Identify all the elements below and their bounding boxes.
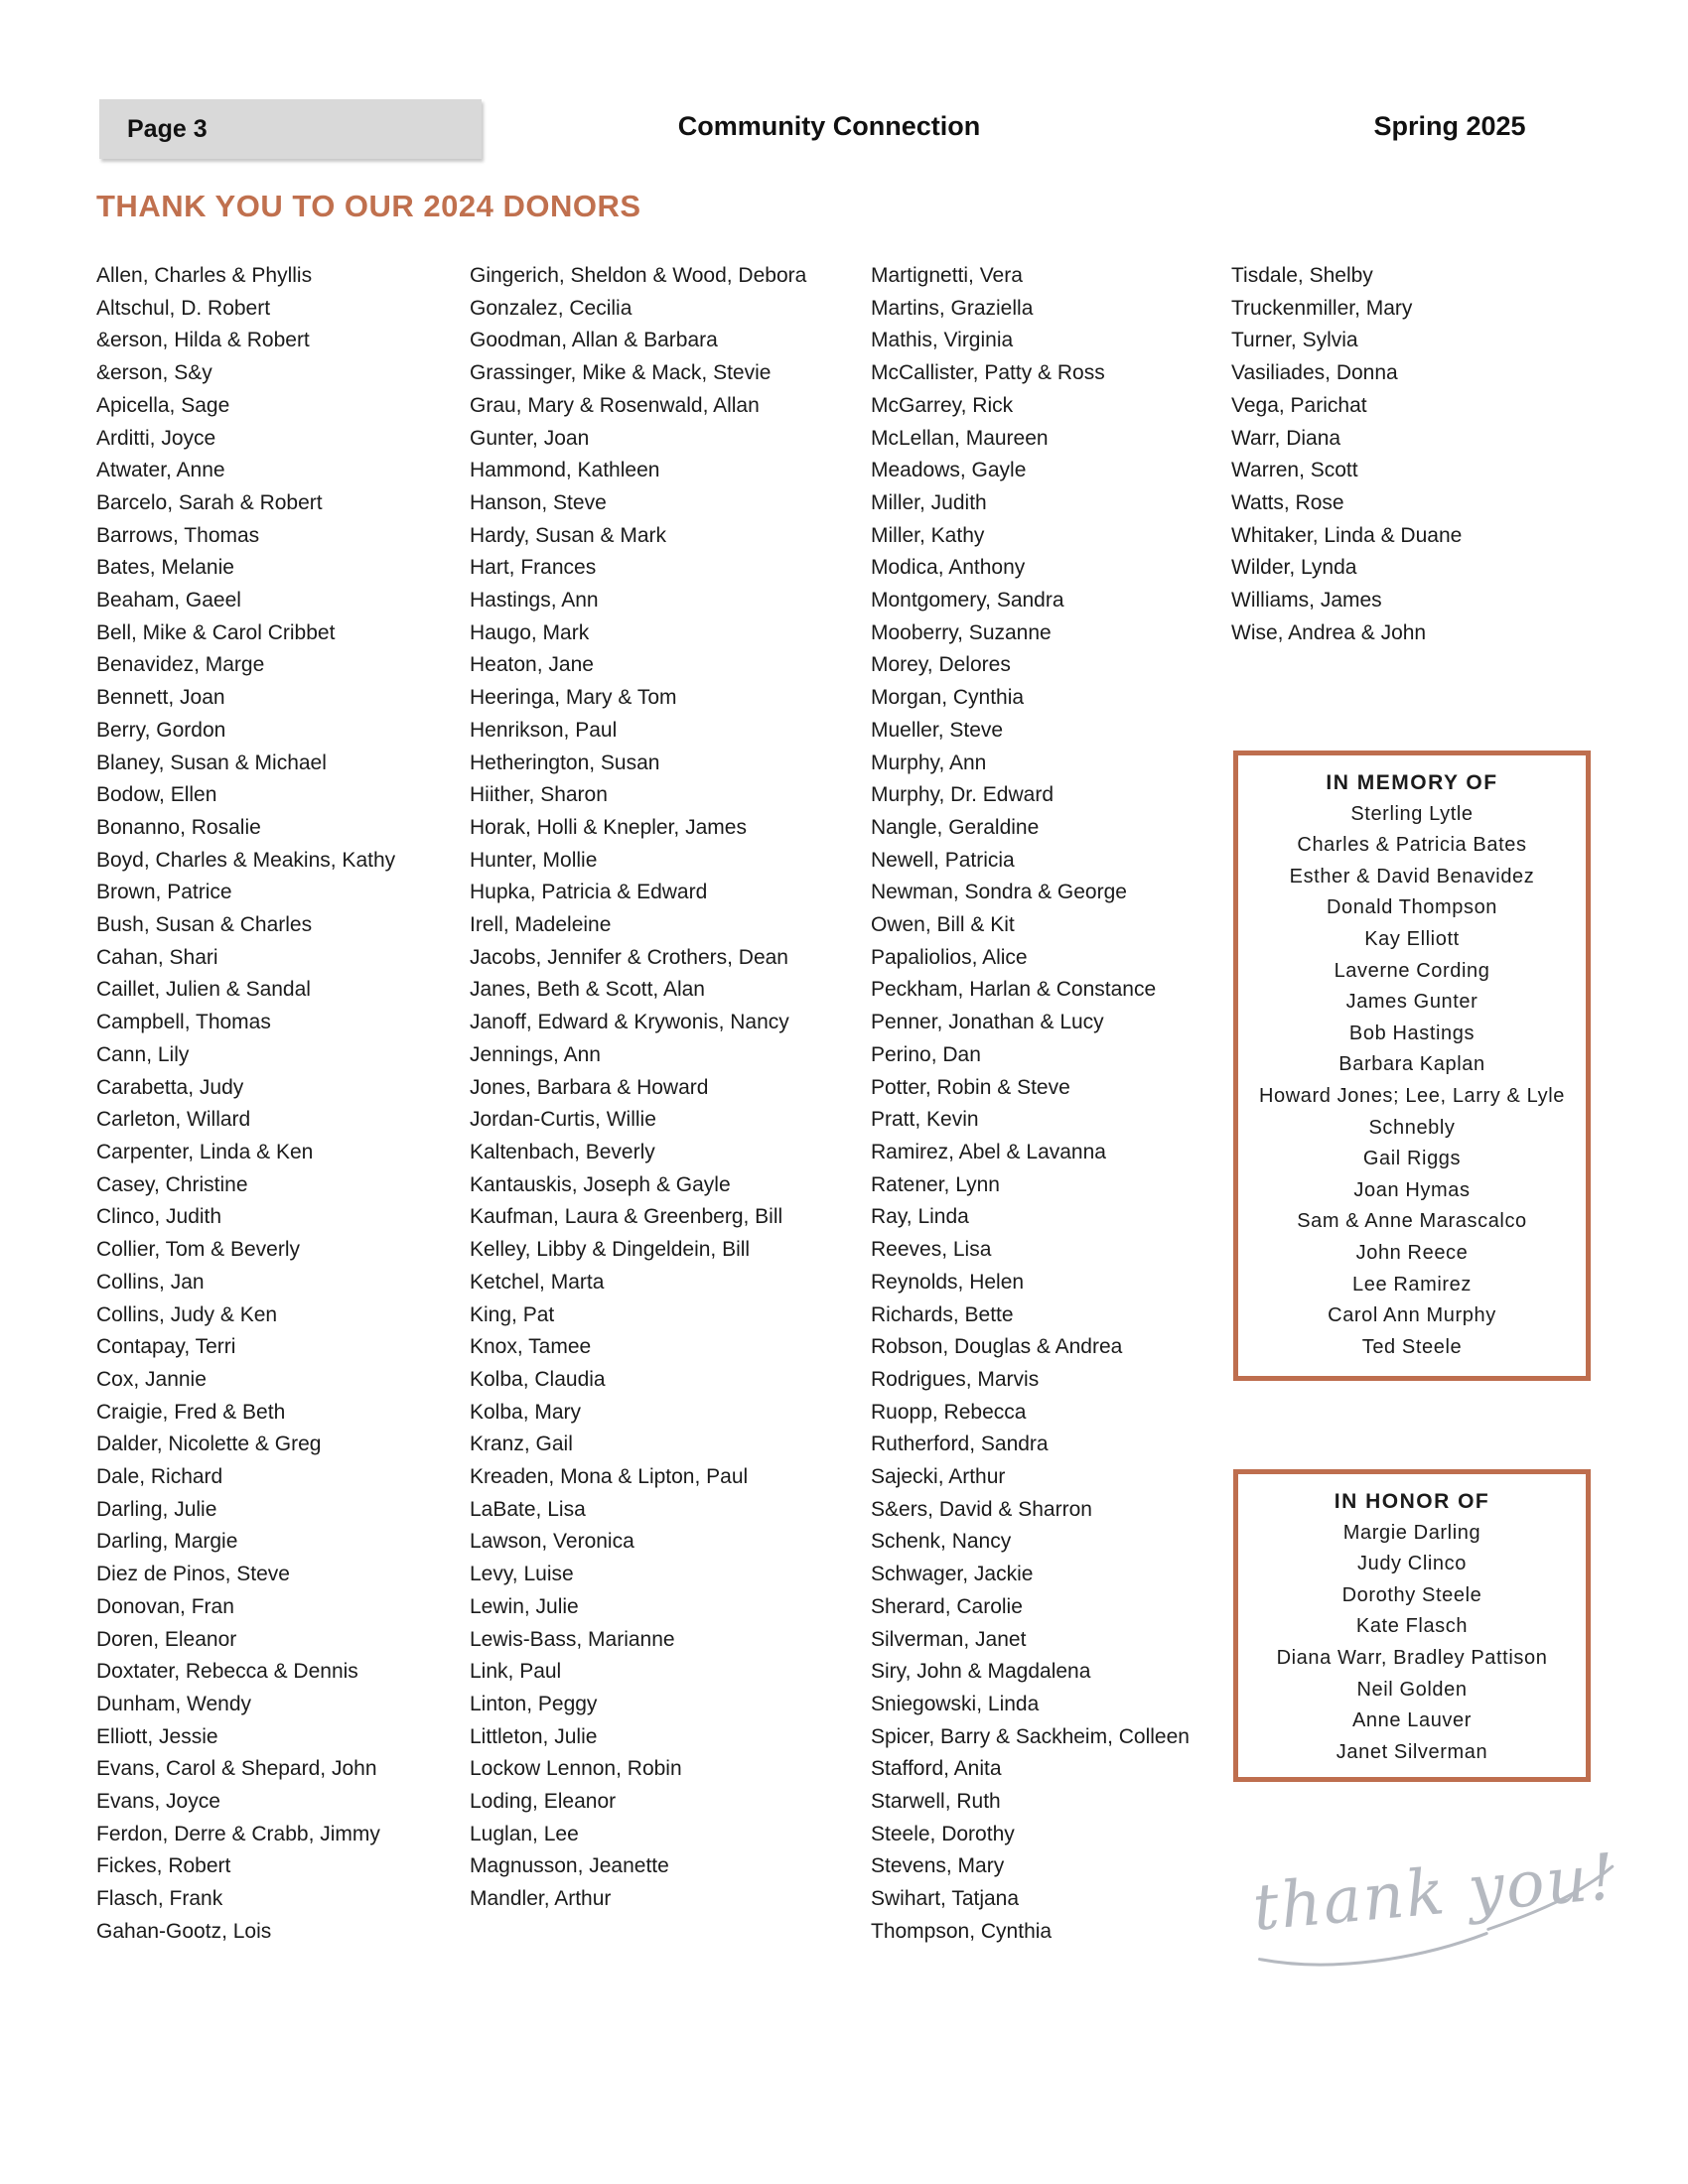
donor-name: Caillet, Julien & Sandal	[96, 978, 311, 1002]
memorial-name: Sterling Lytle	[1350, 802, 1474, 825]
donor-name: Doxtater, Rebecca & Dennis	[96, 1660, 358, 1684]
donor-name: Hart, Frances	[470, 556, 597, 580]
donor-name: Kolba, Mary	[470, 1400, 582, 1424]
donor-name: Grau, Mary & Rosenwald, Allan	[470, 393, 760, 417]
donor-name: Hupka, Patricia & Edward	[470, 881, 708, 904]
honoree-name: Judy Clinco	[1357, 1553, 1467, 1575]
donor-name: Papaliolios, Alice	[871, 945, 1028, 969]
donor-name: Lawson, Veronica	[470, 1530, 634, 1554]
donor-name: McLellan, Maureen	[871, 426, 1049, 450]
donor-name: Doren, Eleanor	[96, 1627, 237, 1651]
donor-name: Carabetta, Judy	[96, 1075, 244, 1099]
donor-name: Evans, Joyce	[96, 1790, 220, 1814]
thank-you-signature	[1236, 1817, 1633, 2005]
donor-name: Thompson, Cynthia	[871, 1919, 1053, 1943]
donor-name: Williams, James	[1231, 589, 1382, 613]
donor-name: Newman, Sondra & George	[871, 881, 1127, 904]
honoree-name: Diana Warr, Bradley Pattison	[1276, 1646, 1548, 1669]
donor-name: Kolba, Claudia	[470, 1367, 606, 1391]
donor-name: Reynolds, Helen	[871, 1270, 1025, 1294]
donor-name: Miller, Kathy	[871, 523, 985, 547]
donor-name: Bodow, Ellen	[96, 783, 217, 807]
donor-name: Donovan, Fran	[96, 1594, 234, 1618]
donor-name: Steele, Dorothy	[871, 1822, 1015, 1845]
donor-name: Cox, Jannie	[96, 1367, 207, 1391]
donor-name: Mueller, Steve	[871, 718, 1004, 742]
donor-name: Gingerich, Sheldon & Wood, Debora	[470, 264, 807, 287]
donor-name: Ray, Linda	[871, 1205, 969, 1229]
donor-name: Cann, Lily	[96, 1042, 190, 1066]
donor-name: S&ers, David & Sharron	[871, 1497, 1092, 1521]
donor-name: Gunter, Joan	[470, 426, 590, 450]
memorial-name: Barbara Kaplan	[1338, 1053, 1485, 1076]
donor-name: &erson, Hilda & Robert	[96, 329, 310, 352]
memorial-name: Schnebly	[1368, 1116, 1456, 1139]
donor-name: Sherard, Carolie	[871, 1594, 1023, 1618]
donor-name: Hunter, Mollie	[470, 848, 598, 872]
honoree-name: Anne Lauver	[1351, 1709, 1473, 1732]
donor-name: Boyd, Charles & Meakins, Kathy	[96, 848, 396, 872]
donor-name: Warr, Diana	[1231, 426, 1341, 450]
donor-name: Bell, Mike & Carol Cribbet	[96, 620, 336, 644]
donor-name: Mooberry, Suzanne	[871, 620, 1052, 644]
donor-name: Clinco, Judith	[96, 1205, 222, 1229]
in-honor-of-box	[1233, 1469, 1591, 1782]
donor-column-1	[96, 260, 464, 1949]
donor-name: Miller, Judith	[871, 490, 987, 514]
donor-name: Mathis, Virginia	[871, 329, 1014, 352]
donor-name: Kaufman, Laura & Greenberg, Bill	[470, 1205, 783, 1229]
donor-name: Loding, Eleanor	[470, 1790, 617, 1814]
donor-name: Newell, Patricia	[871, 848, 1015, 872]
donor-name: Beaham, Gaeel	[96, 589, 241, 613]
in-memory-of-list	[1238, 799, 1586, 1364]
donor-name: Peckham, Harlan & Constance	[871, 978, 1157, 1002]
donor-name: Cahan, Shari	[96, 945, 218, 969]
donor-name: Janoff, Edward & Krywonis, Nancy	[470, 1011, 789, 1034]
memorial-name: Joan Hymas	[1353, 1178, 1471, 1201]
donor-name: Brown, Patrice	[96, 881, 232, 904]
memorial-name: Carol Ann Murphy	[1328, 1304, 1496, 1327]
donor-name: Altschul, D. Robert	[96, 296, 271, 320]
donor-name: Murphy, Ann	[871, 751, 987, 774]
donor-name: Perino, Dan	[871, 1042, 981, 1066]
honoree-name: Kate Flasch	[1355, 1615, 1469, 1638]
donor-name: Vasiliades, Donna	[1231, 361, 1398, 385]
donor-name: Jacobs, Jennifer & Crothers, Dean	[470, 945, 788, 969]
donor-name: King, Pat	[470, 1302, 555, 1326]
donor-name: Ferdon, Derre & Crabb, Jimmy	[96, 1822, 380, 1845]
donor-name: Morey, Delores	[871, 653, 1011, 677]
donor-name: Berry, Gordon	[96, 718, 226, 742]
in-honor-of-list	[1238, 1518, 1586, 1769]
donor-name: Apicella, Sage	[96, 393, 230, 417]
donor-name: Sniegowski, Linda	[871, 1692, 1040, 1715]
donor-name: Kranz, Gail	[470, 1433, 573, 1456]
memorial-name: Ted Steele	[1361, 1335, 1463, 1358]
in-memory-of-box	[1233, 751, 1591, 1381]
donor-name: Modica, Anthony	[871, 556, 1026, 580]
donor-name: Kreaden, Mona & Lipton, Paul	[470, 1465, 749, 1489]
donor-name: Atwater, Anne	[96, 459, 225, 482]
donor-name: Meadows, Gayle	[871, 459, 1027, 482]
donor-name: Warren, Scott	[1231, 459, 1358, 482]
donor-name: Barrows, Thomas	[96, 523, 260, 547]
donor-name: Reeves, Lisa	[871, 1238, 992, 1262]
donor-name: Bennett, Joan	[96, 686, 225, 710]
donor-column-4	[1231, 260, 1589, 649]
newsletter-title: Community Connection	[677, 111, 981, 141]
donor-name: Wise, Andrea & John	[1231, 620, 1427, 644]
donor-name: Benavidez, Marge	[96, 653, 265, 677]
honoree-name: Neil Golden	[1356, 1678, 1468, 1701]
donor-name: Flasch, Frank	[96, 1887, 223, 1911]
donor-name: Dale, Richard	[96, 1465, 223, 1489]
donor-name: Ramirez, Abel & Lavanna	[871, 1140, 1106, 1163]
donor-name: Schwager, Jackie	[871, 1563, 1034, 1586]
donor-name: Blaney, Susan & Michael	[96, 751, 327, 774]
donor-name: Murphy, Dr. Edward	[871, 783, 1055, 807]
donor-name: Heaton, Jane	[470, 653, 594, 677]
donor-name: Ruopp, Rebecca	[871, 1400, 1027, 1424]
donor-name: Craigie, Fred & Beth	[96, 1400, 286, 1424]
donor-name: Henrikson, Paul	[470, 718, 618, 742]
donor-name: Rodrigues, Marvis	[871, 1367, 1040, 1391]
donor-name: Hastings, Ann	[470, 589, 599, 613]
donor-name: Bonanno, Rosalie	[96, 815, 261, 839]
memorial-name: Lee Ramirez	[1352, 1273, 1472, 1296]
donor-name: Heeringa, Mary & Tom	[470, 686, 677, 710]
donor-name: Jordan-Curtis, Willie	[470, 1108, 656, 1132]
donor-name: Nangle, Geraldine	[871, 815, 1040, 839]
donor-name: Lewis-Bass, Marianne	[470, 1627, 675, 1651]
donor-name: Owen, Bill & Kit	[871, 913, 1015, 937]
memorial-name: James Gunter	[1345, 991, 1478, 1014]
donor-name: Linton, Peggy	[470, 1692, 598, 1715]
memorial-name: Howard Jones; Lee, Larry & Lyle	[1258, 1084, 1565, 1107]
memorial-name: Laverne Cording	[1334, 959, 1490, 982]
donor-name: Silverman, Janet	[871, 1627, 1027, 1651]
donor-name: Robson, Douglas & Andrea	[871, 1335, 1123, 1359]
donor-name: Gahan-Gootz, Lois	[96, 1919, 272, 1943]
donor-name: Mandler, Arthur	[470, 1887, 612, 1911]
donor-name: Vega, Parichat	[1231, 393, 1367, 417]
donor-name: Jones, Barbara & Howard	[470, 1075, 709, 1099]
memorial-name: John Reece	[1355, 1241, 1469, 1264]
donor-name: Magnusson, Jeanette	[470, 1854, 669, 1878]
donor-name: Whitaker, Linda & Duane	[1231, 523, 1463, 547]
page-number-box	[99, 99, 482, 159]
donor-name: Collier, Tom & Beverly	[96, 1238, 301, 1262]
donor-name: Irell, Madeleine	[470, 913, 612, 937]
donor-name: Swihart, Tatjana	[871, 1887, 1020, 1911]
memorial-name: Kay Elliott	[1364, 927, 1460, 950]
memorial-name: Donald Thompson	[1326, 896, 1498, 919]
donor-name: Link, Paul	[470, 1660, 562, 1684]
honoree-name: Dorothy Steele	[1341, 1583, 1482, 1606]
donor-name: Potter, Robin & Steve	[871, 1075, 1070, 1099]
donor-name: Tisdale, Shelby	[1231, 264, 1373, 287]
donor-name: Luglan, Lee	[470, 1822, 579, 1845]
page-number-label: Page 3	[127, 114, 208, 143]
donor-name: Darling, Julie	[96, 1497, 217, 1521]
donor-name: Hanson, Steve	[470, 490, 607, 514]
donor-name: Diez de Pinos, Steve	[96, 1563, 290, 1586]
donor-name: Knox, Tamee	[470, 1335, 592, 1359]
donor-name: Levy, Luise	[470, 1563, 574, 1586]
donor-name: Janes, Beth & Scott, Alan	[470, 978, 705, 1002]
donor-name: Haugo, Mark	[470, 620, 590, 644]
memorial-name: Charles & Patricia Bates	[1297, 834, 1527, 857]
donor-name: Lockow Lennon, Robin	[470, 1757, 682, 1781]
donor-name: Ratener, Lynn	[871, 1172, 1000, 1196]
donor-name: Carpenter, Linda & Ken	[96, 1140, 314, 1163]
donor-name: Hardy, Susan & Mark	[470, 523, 667, 547]
donor-name: Horak, Holli & Knepler, James	[470, 815, 747, 839]
memorial-name: Gail Riggs	[1362, 1148, 1462, 1170]
donor-name: Martins, Graziella	[871, 296, 1034, 320]
donor-name: Kelley, Libby & Dingeldein, Bill	[470, 1238, 751, 1262]
donor-name: Goodman, Allan & Barbara	[470, 329, 718, 352]
donor-name: Barcelo, Sarah & Robert	[96, 490, 323, 514]
donor-name: Morgan, Cynthia	[871, 686, 1025, 710]
donor-name: Hammond, Kathleen	[470, 459, 660, 482]
donor-name: Siry, John & Magdalena	[871, 1660, 1091, 1684]
donor-name: Kaltenbach, Beverly	[470, 1140, 655, 1163]
donor-name: Montgomery, Sandra	[871, 589, 1064, 613]
memorial-name: Sam & Anne Marascalco	[1297, 1210, 1527, 1233]
honoree-name: Margie Darling	[1342, 1521, 1481, 1544]
donor-name: Casey, Christine	[96, 1172, 248, 1196]
donor-name: Fickes, Robert	[96, 1854, 231, 1878]
donor-name: McCallister, Patty & Ross	[871, 361, 1105, 385]
donor-name: Penner, Jonathan & Lucy	[871, 1011, 1104, 1034]
donor-name: Sajecki, Arthur	[871, 1465, 1006, 1489]
donor-name: Pratt, Kevin	[871, 1108, 979, 1132]
donor-name: Wilder, Lynda	[1231, 556, 1357, 580]
donor-name: Hiither, Sharon	[470, 783, 608, 807]
donor-name: Stafford, Anita	[871, 1757, 1002, 1781]
in-memory-of-title: IN MEMORY OF	[1326, 771, 1498, 794]
donor-name: Littleton, Julie	[470, 1724, 598, 1748]
issue-date: Spring 2025	[1373, 111, 1526, 141]
donor-name: Arditti, Joyce	[96, 426, 216, 450]
donor-name: Elliott, Jessie	[96, 1724, 218, 1748]
honoree-name: Janet Silverman	[1336, 1740, 1488, 1763]
thank-you-script-graphic	[1236, 1817, 1633, 2005]
donor-column-2	[470, 260, 862, 1916]
donor-name: Hetherington, Susan	[470, 751, 660, 774]
section-title: THANK YOU TO OUR 2024 DONORS	[96, 189, 641, 223]
donor-name: Campbell, Thomas	[96, 1011, 271, 1034]
donor-name: LaBate, Lisa	[470, 1497, 586, 1521]
in-honor-of-title: IN HONOR OF	[1334, 1490, 1490, 1513]
memorial-name: Bob Hastings	[1348, 1022, 1476, 1044]
donor-column-3	[871, 260, 1238, 1949]
donor-name: Carleton, Willard	[96, 1108, 251, 1132]
donor-name: Kantauskis, Joseph & Gayle	[470, 1172, 731, 1196]
donor-name: Martignetti, Vera	[871, 264, 1023, 287]
donor-name: Gonzalez, Cecilia	[470, 296, 633, 320]
donor-name: McGarrey, Rick	[871, 393, 1014, 417]
donor-name: Turner, Sylvia	[1231, 329, 1358, 352]
donor-name: Ketchel, Marta	[470, 1270, 605, 1294]
donor-name: Collins, Judy & Ken	[96, 1302, 278, 1326]
donor-name: Collins, Jan	[96, 1270, 205, 1294]
donor-name: Dalder, Nicolette & Greg	[96, 1433, 322, 1456]
donor-name: Stevens, Mary	[871, 1854, 1005, 1878]
donor-name: Allen, Charles & Phyllis	[96, 264, 313, 287]
donor-name: Jennings, Ann	[470, 1042, 601, 1066]
donor-name: Bates, Melanie	[96, 556, 234, 580]
donor-name: Watts, Rose	[1231, 490, 1344, 514]
donor-name: Lewin, Julie	[470, 1594, 579, 1618]
thank-you-text: thank you!	[1249, 1841, 1620, 1946]
donor-name: Contapay, Terri	[96, 1335, 236, 1359]
donor-name: Truckenmiller, Mary	[1231, 296, 1413, 320]
donor-name: Richards, Bette	[871, 1302, 1014, 1326]
donor-name: Grassinger, Mike & Mack, Stevie	[470, 361, 772, 385]
donor-name: Schenk, Nancy	[871, 1530, 1012, 1554]
donor-name: Rutherford, Sandra	[871, 1433, 1049, 1456]
donor-name: Dunham, Wendy	[96, 1692, 252, 1715]
memorial-name: Esther & David Benavidez	[1289, 865, 1535, 887]
donor-name: &erson, S&y	[96, 361, 212, 385]
donor-name: Spicer, Barry & Sackheim, Colleen	[871, 1724, 1190, 1748]
donor-name: Bush, Susan & Charles	[96, 913, 313, 937]
donor-name: Starwell, Ruth	[871, 1790, 1001, 1814]
donor-name: Evans, Carol & Shepard, John	[96, 1757, 377, 1781]
donor-name: Darling, Margie	[96, 1530, 238, 1554]
